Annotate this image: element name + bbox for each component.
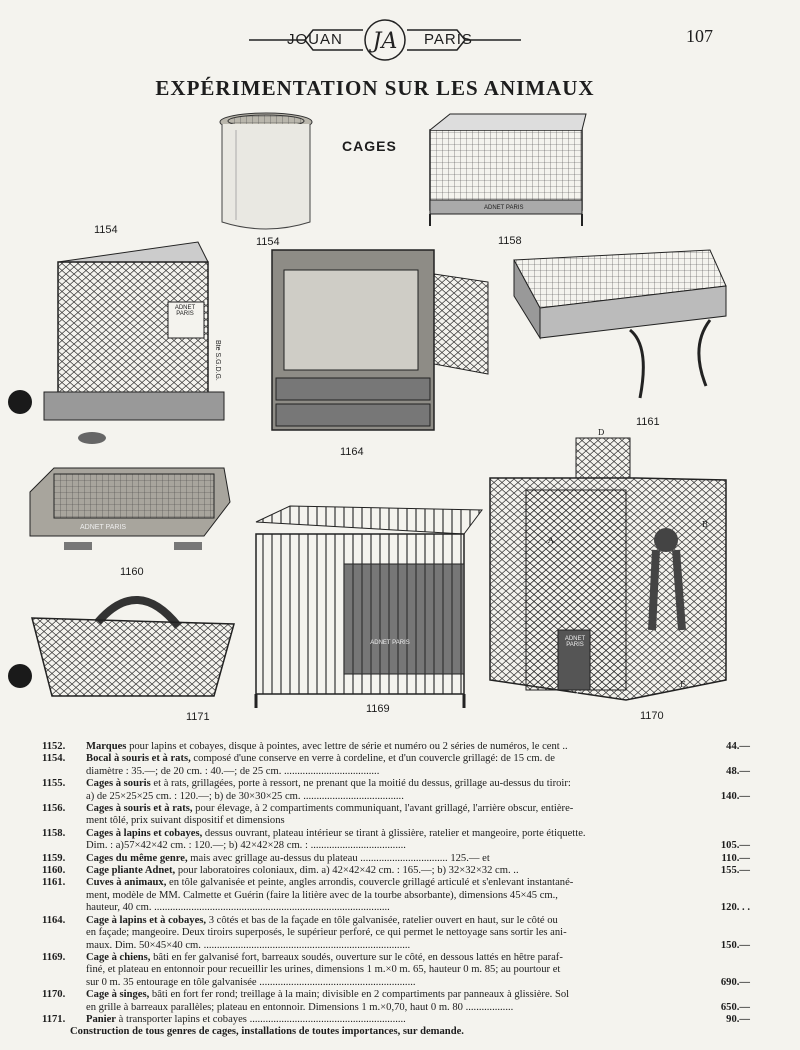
item-name: Cuves à animaux,: [86, 877, 167, 889]
item-continuation-text: hauteur, 40 cm. .........................................................................................: [86, 902, 390, 914]
item-price: 690.—: [720, 976, 750, 988]
item-continuation-text: a) de 25×25×25 cm. : 120.—; b) de 30×30×25 cm. ......................................: [86, 790, 404, 802]
item-description: [86, 741, 706, 753]
item-text: et à rats, grillagées, porte à ressort, ne prenant que la moitié du dessus, grillage au-dessus du tiroir:: [150, 778, 571, 790]
caption-1158: 1158: [498, 235, 522, 247]
item-number: 1158.: [42, 827, 66, 839]
item-price: 44.—: [726, 741, 750, 752]
page-title: EXPÉRIMENTATION SUR LES ANIMAUX: [155, 76, 595, 100]
item-continuation: [42, 766, 750, 778]
caption-1154-jar: 1154: [256, 236, 280, 248]
binder-hole-bottom: [8, 664, 32, 688]
label-adnet-1170: ADNET PARIS: [564, 636, 586, 648]
item-continuation: [42, 791, 750, 803]
item-continuation-text: en grille à barreaux parallèles; plateau en entonnoir. Dimensions 1 m.×0,70, haut 0 m. 80 ..................: [86, 1001, 514, 1013]
catalogue-item: [42, 989, 750, 1001]
item-price: 105.—: [720, 840, 750, 852]
catalogue-item: [42, 915, 750, 927]
item-price: 90.—: [726, 1013, 750, 1025]
item-price: [706, 877, 750, 889]
item-continuation-text: ment tôlé, prix suivant dispositif et dimensions: [86, 815, 285, 827]
item-number: 1152.: [42, 741, 66, 752]
item-number: 1164.: [42, 914, 66, 926]
item-continuation: [42, 840, 750, 852]
item-price: [706, 989, 750, 1001]
item-description: [86, 989, 706, 1001]
item-name: Marques: [86, 741, 127, 752]
tank-1161-illustration: [510, 246, 732, 406]
binder-hole-top: [8, 390, 32, 414]
item-continuation: [42, 964, 750, 976]
caption-1170: 1170: [640, 710, 664, 722]
svg-text:JA: JA: [372, 29, 398, 54]
item-price: 650.—: [720, 1001, 750, 1013]
label-adnet-1160: ADNET PARIS: [80, 524, 127, 531]
monkey-cage-1170-illustration: [486, 430, 730, 720]
item-price: [706, 964, 750, 976]
item-name: Cage pliante Adnet,: [86, 865, 176, 877]
label-adnet-1154: ADNET PARIS: [174, 305, 196, 317]
item-text: 3 côtés et bas de la façade en tôle galvanisée, ratelier ouvert en haut, sur le côté ou: [206, 914, 558, 926]
item-name: Cages à souris et à rats,: [86, 803, 193, 815]
catalogue-item: [42, 952, 750, 964]
logo-right-text: PARIS: [424, 31, 473, 48]
item-price: [706, 815, 750, 827]
cage-letter-b: B: [702, 520, 708, 529]
cage-letter-c: C: [576, 690, 583, 699]
item-number: 1170.: [42, 989, 66, 1001]
basket-1171-illustration: [28, 586, 238, 712]
item-number: 1155.: [42, 778, 66, 790]
catalogue-item: [42, 778, 750, 790]
item-name: Panier: [86, 1013, 117, 1025]
item-number: 1169.: [42, 951, 66, 963]
page-number: 107: [686, 26, 713, 46]
item-description: [86, 952, 706, 964]
catalogue-item: [42, 853, 750, 865]
item-text: pour laboratoires coloniaux, dim. a) 42×42×42 cm. : 165.—; b) 32×32×32 cm. ..: [175, 865, 519, 877]
item-description: [86, 778, 706, 790]
item-description: [86, 1014, 706, 1026]
item-text: en tôle galvanisée et peinte, angles arrondis, couvercle grillagé articulé et s'enlevant instantané-: [166, 877, 574, 889]
caption-1160: 1160: [120, 566, 144, 578]
item-name: Bocal à souris et à rats,: [86, 753, 191, 765]
caption-1154-cage: 1154: [94, 224, 118, 236]
item-price: 120. . .: [720, 902, 750, 914]
item-continuation-text: maux. Dim. 50×45×40 cm. ..............................................................................: [86, 939, 411, 951]
item-description: [86, 865, 706, 877]
item-description: [86, 828, 706, 840]
cage-letter-d: D: [598, 428, 605, 437]
item-price: [706, 952, 750, 964]
item-price: [706, 778, 750, 790]
item-continuation-text: Dim. : a)57×42×42 cm. : 120.—; b) 42×42×28 cm. : ....................................: [86, 840, 406, 852]
item-continuation: [42, 927, 750, 939]
item-description: [86, 753, 706, 765]
catalogue-item: [42, 741, 750, 753]
item-text: bâti en fort fer rond; treillage à la main; divisible en 2 compartiments par panneaux à glissière. Sol: [149, 989, 570, 1001]
item-name: Cages du même genre,: [86, 852, 188, 864]
mouse-cage-1154-illustration: [38, 232, 238, 452]
item-name: Cage à singes,: [86, 989, 150, 1001]
item-price: 155.—: [720, 865, 750, 877]
catalogue-item: [42, 803, 750, 815]
item-number: 1156.: [42, 803, 66, 815]
item-number: 1171.: [42, 1013, 66, 1025]
dog-cage-1169-illustration: [250, 504, 486, 710]
caption-1161: 1161: [636, 416, 660, 428]
item-text: bâti en fer galvanisé fort, barreaux soudés, ouverture sur le côté, en dessous lattés en hêtre paraf-: [150, 951, 563, 963]
catalogue-item: [42, 865, 750, 877]
item-text: dessus ouvrant, plateau intérieur se tirant à glissière, ratelier et mangeoire, porte étiquette.: [202, 827, 586, 839]
caption-1171: 1171: [186, 711, 210, 723]
cage-1164-illustration: [266, 244, 492, 440]
item-number: 1154.: [42, 753, 66, 765]
label-adnet-1169: ADNET PARIS: [370, 640, 410, 646]
item-text: pour élevage, à 2 compartiments communiquant, l'avant grillagé, l'arrière obscur, entière-: [192, 803, 574, 815]
jar-1154-illustration: [216, 110, 316, 235]
item-continuation-text: finé, et plateau en entonnoir pour recueillir les urines, dimensions 1 m.×0 m. 65, hauteur 0 m. 85; au pourtour et: [86, 964, 561, 976]
item-text: à transporter lapins et cobayes ...........................................................: [116, 1013, 406, 1025]
item-description: [86, 853, 706, 865]
item-continuation: [42, 815, 750, 827]
item-price: [706, 828, 750, 840]
item-price: [706, 803, 750, 815]
item-price: 110.—: [721, 852, 750, 864]
item-text: mais avec grillage au-dessus du plateau ................................. 125.— et: [187, 852, 490, 864]
item-price: 140.—: [720, 790, 750, 802]
item-description: [86, 877, 706, 889]
item-number: 1160.: [42, 865, 66, 877]
item-price: [706, 753, 750, 765]
item-continuation: [42, 940, 750, 952]
catalogue-item: [42, 753, 750, 765]
item-name: Cage à lapins et à cobayes,: [86, 914, 207, 926]
item-continuation: [42, 902, 750, 914]
item-continuation-text: ment, modèle de MM. Calmette et Guérin (faire la litière avec de la tourbe absorbante), dimensions 45×45 cm.,: [86, 889, 558, 901]
item-price: 48.—: [726, 765, 750, 777]
item-number: 1159.: [42, 852, 66, 864]
catalogue-list: [42, 741, 750, 1039]
item-price: [706, 927, 750, 939]
cage-letter-e: E: [680, 680, 686, 689]
item-description: [86, 803, 706, 815]
footer-note: Construction de tous genres de cages, installations de toutes importances, sur demande.: [70, 1026, 464, 1038]
item-continuation-text: diamètre : 35.—; de 20 cm. : 40.—; de 25 cm. ....................................: [86, 765, 380, 777]
cage-letter-a: A: [548, 536, 554, 545]
catalogue-item: [42, 1014, 750, 1026]
item-continuation: [42, 890, 750, 902]
item-text: pour lapins et cobayes, disque à pointes, avec lettre de série et numéro ou 2 séries de numéros, le cent ..: [126, 741, 568, 752]
section-subtitle: CAGES: [342, 138, 397, 154]
item-continuation-text: sur 0 m. 35 entourage en tôle galvanisée ...........................................................: [86, 976, 416, 988]
item-name: Cages à souris: [86, 778, 151, 790]
catalogue-item: [42, 828, 750, 840]
item-continuation: [42, 1002, 750, 1014]
logo-left-text: JOUAN: [287, 31, 343, 48]
item-number: 1161.: [42, 877, 66, 889]
label-adnet-1158: ADNET PARIS: [484, 205, 524, 211]
item-price: [706, 915, 750, 927]
catalogue-item: [42, 877, 750, 889]
cage-1158-illustration: [424, 108, 588, 230]
item-price: 150.—: [720, 939, 750, 951]
folding-cage-1160-illustration: [24, 462, 240, 556]
caption-1169: 1169: [366, 703, 390, 715]
item-price: [706, 890, 750, 902]
label-bte: Bte S.G.D.G.: [214, 340, 221, 381]
item-description: [86, 915, 706, 927]
item-continuation: [42, 977, 750, 989]
item-text: composé d'une conserve en verre à cordeline, et d'un couvercle grillagé: de 15 cm. de: [190, 753, 555, 765]
item-name: Cages à lapins et cobayes,: [86, 827, 203, 839]
caption-1164: 1164: [340, 446, 364, 458]
item-continuation-text: en façade; mangeoire. Deux tiroirs superposés, le supérieur perforé, ce qui permet le nettoyage sans sortir les ani-: [86, 927, 567, 939]
item-name: Cage à chiens,: [86, 951, 151, 963]
